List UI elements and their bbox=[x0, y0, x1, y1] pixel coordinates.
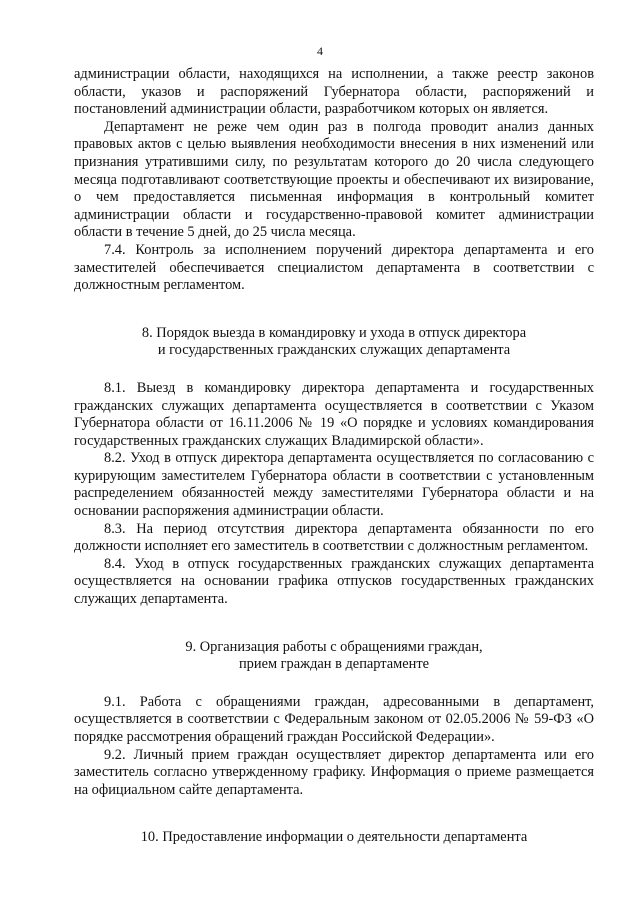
paragraph: Департамент не реже чем один раз в полгода проводит анализ данных правовых актов с целью выявления необходимости внесения в них изменений или признания утратившими силу, по результатам которого до 20 числа следующего месяца подготавливают соответствующие проекты и обеспечивают их визирование, о чем предоставляется письменная информация в контрольный комитет администрации области и государственно-правовой комитет администрации области в течение 5 дней, до 25 числа месяца. bbox=[74, 118, 594, 241]
paragraph: 8.2. Уход в отпуск директора департамента осуществляется по согласованию с курирующим заместителем Губернатора области в соответствии с установленным распределением обязанностей между заместителями Губернатора области и на основании распоряжения администрации области. bbox=[74, 450, 594, 520]
paragraph: 8.1. Выезд в командировку директора департамента и государственных гражданских служащих департамента осуществляется в соответствии с Указом Губернатора области от 16.11.2006 № 19 «О порядке и условиях командирования государственных гражданских служащих Владимирской области». bbox=[74, 379, 594, 449]
paragraph: администрации области, находящихся на исполнении, а также реестр законов области, указов и распоряжений Губернатора области, распоряжений и постановлений администрации области, разработчиком которых он является. bbox=[74, 66, 594, 118]
section-title-line: 10. Предоставление информации о деятельности департамента bbox=[140, 829, 528, 846]
paragraph: 8.4. Уход в отпуск государственных гражданских служащих департамента осуществляется на основании графика отпусков государственных гражданских служащих департамента. bbox=[74, 555, 594, 608]
document-body bbox=[74, 66, 594, 847]
paragraph: 8.3. На период отсутствия директора департамента обязанности по его должности исполняет его заместитель в соответствии с должностным регламентом. bbox=[74, 520, 594, 555]
section-title-8 bbox=[74, 325, 594, 360]
section-title-line: 9. Организация работы с обращениями граждан, bbox=[185, 638, 483, 655]
paragraph: 7.4. Контроль за исполнением поручений директора департамента и его заместителей обеспечивается специалистом департамента в соответствии с должностным регламентом. bbox=[74, 241, 594, 294]
section-title-line: 8. Порядок выезда в командировку и ухода в отпуск директора bbox=[141, 324, 527, 341]
paragraph: 9.2. Личный прием граждан осуществляет директор департамента или его заместитель согласно утвержденному графику. Информация о приеме размещается на официальном сайте департамента. bbox=[74, 746, 594, 798]
section-title-line: и государственных гражданских служащих департамента bbox=[157, 342, 511, 359]
section-title-9 bbox=[74, 639, 594, 674]
section-title-line: прием граждан в департаменте bbox=[238, 656, 430, 673]
paragraph: 9.1. Работа с обращениями граждан, адресованными в департамент, осуществляется в соответствии с Федеральным законом от 02.05.2006 № 59-ФЗ «О порядке рассмотрения обращений граждан Российской Федерации». bbox=[74, 693, 594, 745]
page-number: 4 bbox=[317, 44, 323, 58]
section-title-10 bbox=[74, 829, 594, 847]
